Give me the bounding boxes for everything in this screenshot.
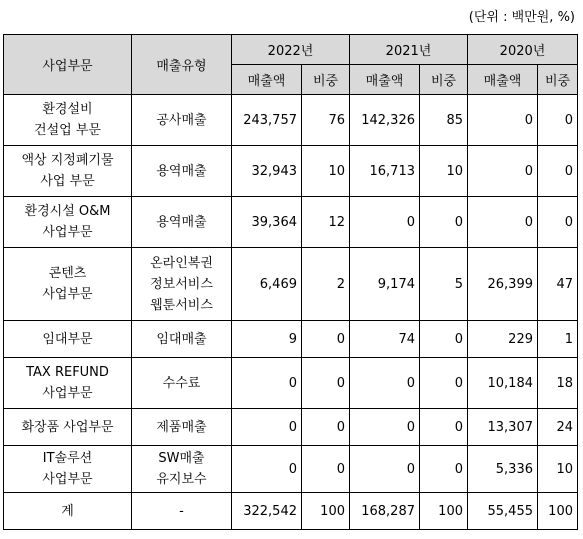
table-row bbox=[4, 197, 578, 248]
table-row bbox=[4, 358, 578, 409]
sales-amount-cell: 0 bbox=[350, 446, 420, 493]
segment-cell bbox=[4, 95, 132, 146]
ratio-cell: 5 bbox=[420, 248, 468, 321]
sales-type-label: 제품매출 bbox=[156, 419, 207, 435]
ratio-cell: 0 bbox=[302, 321, 350, 358]
ratio-cell: 0 bbox=[302, 409, 350, 446]
ratio-cell: 2 bbox=[302, 248, 350, 321]
sales-type-label: 유지보수 bbox=[156, 472, 207, 487]
sales-type-label: - bbox=[179, 503, 184, 519]
segment-label: 사업부문 bbox=[42, 472, 93, 487]
segment-label: 사업 부문 bbox=[40, 174, 95, 189]
table-row bbox=[4, 321, 578, 358]
sales-amount-cell: 10,184 bbox=[468, 358, 538, 409]
sales-type-label: 용역매출 bbox=[156, 214, 207, 230]
table-body bbox=[4, 95, 578, 530]
ratio-cell: 10 bbox=[302, 146, 350, 197]
header-year-2022: 2022년 bbox=[232, 35, 350, 65]
sales-amount-cell: 9 bbox=[232, 321, 302, 358]
ratio-cell: 47 bbox=[538, 248, 578, 321]
segment-label: 건설업 부문 bbox=[34, 123, 101, 138]
sales-amount-cell: 0 bbox=[232, 446, 302, 493]
sales-amount-cell: 55,455 bbox=[468, 493, 538, 530]
table-row bbox=[4, 95, 578, 146]
sales-type-label: SW매출 bbox=[158, 451, 205, 466]
segment-cell bbox=[4, 493, 132, 530]
ratio-cell: 100 bbox=[420, 493, 468, 530]
segment-label: IT솔루션 bbox=[42, 451, 93, 466]
ratio-cell: 0 bbox=[420, 197, 468, 248]
sales-type-label: 온라인복권 bbox=[150, 255, 213, 271]
segment-label: 화장품 사업부문 bbox=[21, 419, 114, 435]
sales-amount-cell: 0 bbox=[468, 197, 538, 248]
ratio-cell: 0 bbox=[302, 358, 350, 409]
header-ratio: 비중 bbox=[420, 65, 468, 95]
header-sales: 매출액 bbox=[232, 65, 302, 95]
segment-label: 계 bbox=[61, 503, 74, 519]
segment-cell bbox=[4, 446, 132, 493]
header-segment: 사업부문 bbox=[4, 35, 132, 95]
segment-label: 사업부문 bbox=[42, 225, 93, 240]
ratio-cell: 10 bbox=[538, 446, 578, 493]
sales-amount-cell: 0 bbox=[350, 409, 420, 446]
header-sales: 매출액 bbox=[350, 65, 420, 95]
ratio-cell: 100 bbox=[302, 493, 350, 530]
sales-amount-cell: 0 bbox=[468, 95, 538, 146]
sales-type-cell bbox=[132, 197, 232, 248]
sales-by-segment-table bbox=[3, 34, 578, 530]
segment-label: 액상 지정폐기물 bbox=[21, 153, 114, 168]
sales-amount-cell: 74 bbox=[350, 321, 420, 358]
sales-amount-cell: 229 bbox=[468, 321, 538, 358]
ratio-cell: 1 bbox=[538, 321, 578, 358]
ratio-cell: 0 bbox=[420, 321, 468, 358]
segment-label: 사업부문 bbox=[42, 287, 93, 302]
unit-note: (단위 : 백만원, %) bbox=[468, 10, 575, 25]
ratio-cell: 0 bbox=[420, 409, 468, 446]
sales-amount-cell: 0 bbox=[350, 358, 420, 409]
header-ratio: 비중 bbox=[302, 65, 350, 95]
table-row bbox=[4, 493, 578, 530]
ratio-cell: 0 bbox=[538, 197, 578, 248]
sales-type-label: 웹툰서비스 bbox=[150, 297, 213, 313]
sales-type-cell bbox=[132, 446, 232, 493]
sales-type-label: 임대매출 bbox=[156, 331, 207, 347]
segment-cell bbox=[4, 197, 132, 248]
ratio-cell: 85 bbox=[420, 95, 468, 146]
sales-amount-cell: 168,287 bbox=[350, 493, 420, 530]
segment-label: 임대부문 bbox=[42, 331, 93, 347]
sales-type-cell bbox=[132, 493, 232, 530]
sales-type-label: 용역매출 bbox=[156, 163, 207, 179]
ratio-cell: 18 bbox=[538, 358, 578, 409]
segment-label: 콘텐츠 bbox=[48, 266, 87, 281]
ratio-cell: 0 bbox=[420, 358, 468, 409]
sales-type-cell bbox=[132, 321, 232, 358]
segment-cell bbox=[4, 321, 132, 358]
ratio-cell: 0 bbox=[538, 95, 578, 146]
ratio-cell: 100 bbox=[538, 493, 578, 530]
segment-cell bbox=[4, 248, 132, 321]
table-row bbox=[4, 446, 578, 493]
sales-amount-cell: 0 bbox=[232, 409, 302, 446]
sales-amount-cell: 142,326 bbox=[350, 95, 420, 146]
sales-amount-cell: 0 bbox=[468, 146, 538, 197]
sales-amount-cell: 26,399 bbox=[468, 248, 538, 321]
sales-type-cell bbox=[132, 248, 232, 321]
sales-amount-cell: 32,943 bbox=[232, 146, 302, 197]
header-year-2021: 2021년 bbox=[350, 35, 468, 65]
sales-amount-cell: 0 bbox=[232, 358, 302, 409]
sales-type-cell bbox=[132, 146, 232, 197]
segment-label: 사업부문 bbox=[42, 386, 93, 401]
table-row bbox=[4, 146, 578, 197]
ratio-cell: 76 bbox=[302, 95, 350, 146]
sales-amount-cell: 9,174 bbox=[350, 248, 420, 321]
sales-type-cell bbox=[132, 95, 232, 146]
table-row bbox=[4, 409, 578, 446]
sales-amount-cell: 6,469 bbox=[232, 248, 302, 321]
sales-amount-cell: 5,336 bbox=[468, 446, 538, 493]
segment-label: TAX REFUND bbox=[26, 365, 109, 380]
sales-type-label: 공사매출 bbox=[156, 112, 207, 128]
ratio-cell: 10 bbox=[420, 146, 468, 197]
sales-type-label: 수수료 bbox=[162, 375, 201, 391]
header-year-2020: 2020년 bbox=[468, 35, 578, 65]
sales-amount-cell: 16,713 bbox=[350, 146, 420, 197]
sales-type-label: 정보서비스 bbox=[150, 276, 213, 292]
ratio-cell: 0 bbox=[538, 146, 578, 197]
header-ratio: 비중 bbox=[538, 65, 578, 95]
ratio-cell: 24 bbox=[538, 409, 578, 446]
sales-type-cell bbox=[132, 409, 232, 446]
ratio-cell: 12 bbox=[302, 197, 350, 248]
ratio-cell: 0 bbox=[420, 446, 468, 493]
header-type: 매출유형 bbox=[132, 35, 232, 95]
sales-amount-cell: 13,307 bbox=[468, 409, 538, 446]
ratio-cell: 0 bbox=[302, 446, 350, 493]
sales-amount-cell: 243,757 bbox=[232, 95, 302, 146]
segment-cell bbox=[4, 409, 132, 446]
table-row bbox=[4, 248, 578, 321]
segment-label: 환경시설 O&M bbox=[24, 204, 111, 219]
header-sales: 매출액 bbox=[468, 65, 538, 95]
sales-type-cell bbox=[132, 358, 232, 409]
segment-cell bbox=[4, 358, 132, 409]
segment-cell bbox=[4, 146, 132, 197]
sales-amount-cell: 322,542 bbox=[232, 493, 302, 530]
sales-amount-cell: 39,364 bbox=[232, 197, 302, 248]
segment-label: 환경설비 bbox=[42, 102, 93, 117]
sales-amount-cell: 0 bbox=[350, 197, 420, 248]
